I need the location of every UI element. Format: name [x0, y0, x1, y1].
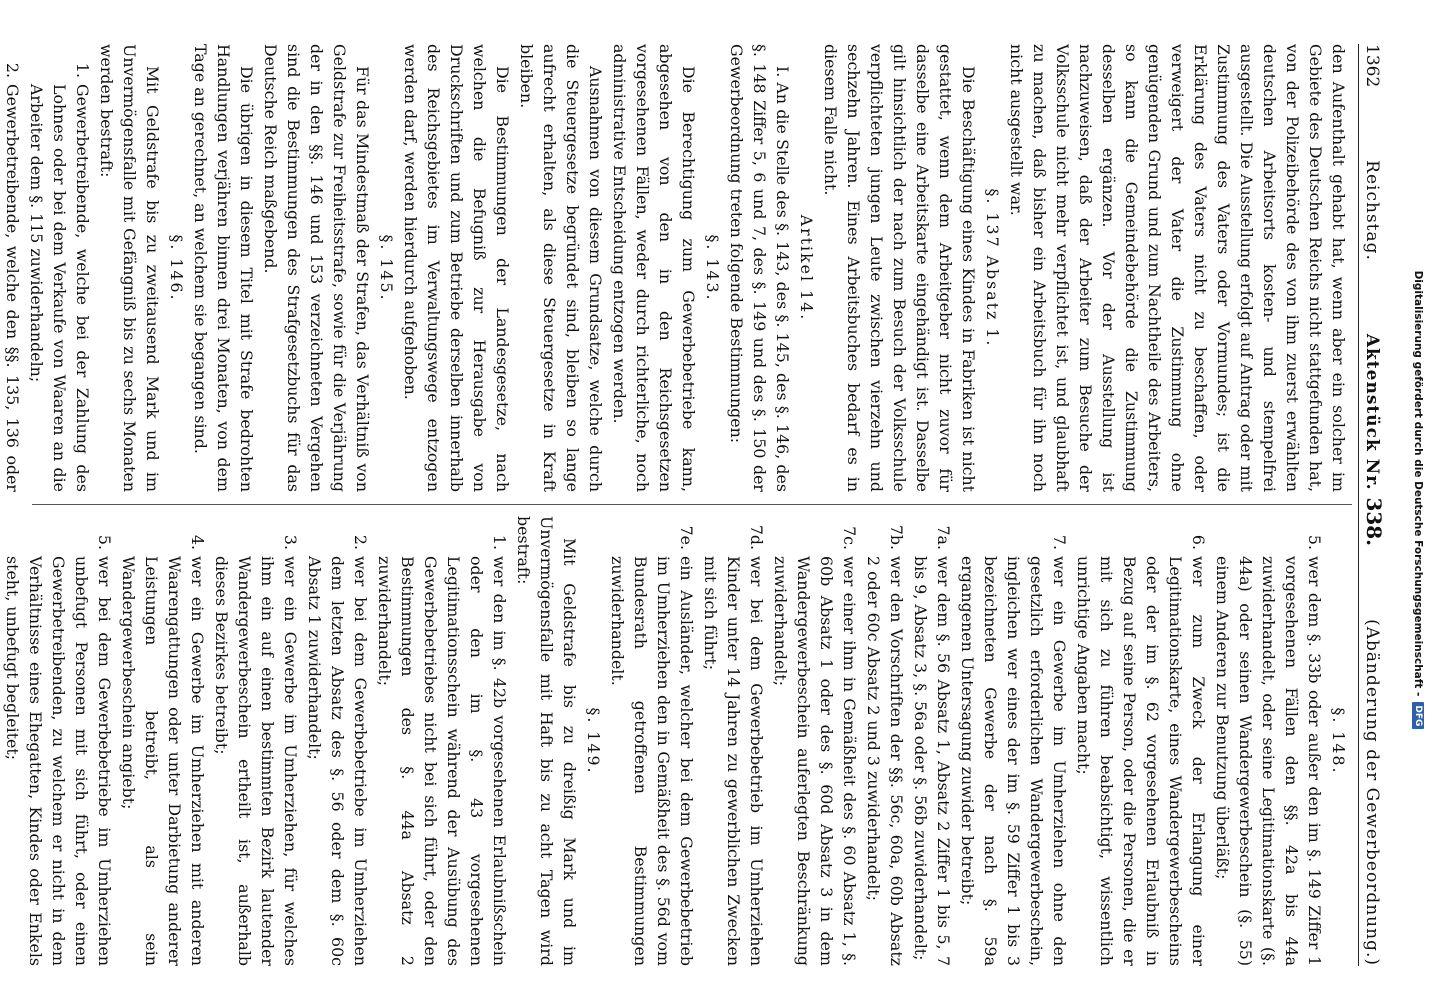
- section-heading: §. 146.: [167, 234, 186, 302]
- list-item-text: wer den im §. 42b vorgesehenen Erlaubnißschein oder den im §. 43 vorgesehenen Legitimationsschein während der Ausübung des Gewerbebetriebes nicht bei sich führt, oder den Bestimmungen des §. 44a Absatz 2 zuwiderhandelt;: [375, 556, 509, 966]
- paragraph: Mit Geldstrafe bis zu dreißig Mark und im Unvermögensfalle mit Haft bis zu acht Tagen wird bestraft:: [514, 516, 579, 966]
- section-heading: §. 137 Absatz 1.: [983, 188, 1002, 348]
- list-item-text: Gewerbetreibende, welche den §§. 135, 136 oder: [3, 84, 22, 492]
- running-head-right: (Abänderung der Gewerbeordnung.): [1362, 619, 1382, 966]
- list-item: [210, 516, 302, 966]
- list-item-number: 7a.: [934, 525, 953, 550]
- list-item-number: 7b.: [887, 524, 906, 550]
- paragraph: Für das Mindestmaß der Strafen, das Verhältniß von Geldstrafe zur Freiheitsstrafe, sowie für die Verjährung der in den §§. 146 und 153 verzeichneten Vergehen sind die Bestimmungen des Strafgesetzbuchs für das Deutsche Reich maßgebend.: [261, 44, 372, 492]
- credit-text: Digitalisierung gefördert durch die Deutsche Forschungsgemeinschaft -: [1412, 270, 1424, 697]
- section-heading: §. 145.: [377, 234, 396, 302]
- numbered-list: [0, 44, 94, 492]
- paragraph: Mit Geldstrafe bis zu zweitausend Mark und im Unvermögensfalle mit Gefängniß bis zu sechs Monaten werden bestraft:: [97, 44, 162, 492]
- paragraph: Ausnahmen von diesem Grundsatze, welche durch die Steuergesetze begründet sind, bleiben so lange aufrecht erhalten, als diese Steuergesetze in Kraft bleiben.: [517, 44, 605, 492]
- list-item: [769, 516, 861, 966]
- paragraph: I. An die Stelle des §. 143, des §. 145, des §. 146, des §. 148 Ziffer 5, 6 und 7, des §. 149 und des §. 150 der Gewerbeordnung treten folgende Bestimmungen:: [727, 44, 792, 492]
- list-item-number: 2.: [351, 534, 370, 550]
- book-page: [3, 10, 1402, 990]
- right-column: [3, 516, 1350, 966]
- running-head-left: Reichstag.: [1362, 160, 1382, 261]
- list-item-text: wer ein Gewerbe im Umherziehen ohne den gesetzlich erforderlichen Wandergewerbeschein, ingleichen wer eines der im §. 59 Ziffer 1 bis 3 bezeichneten Gewerbe der nach §. 59a ergangenen Untersagung zuwider betreibt;: [958, 556, 1069, 966]
- list-item-number: 7c.: [840, 526, 859, 550]
- section-heading: §. 148.: [1329, 707, 1348, 775]
- list-item-number: 3.: [281, 534, 300, 550]
- list-item-number: 1.: [490, 534, 509, 550]
- list-item-text: wer ein Gewerbe im Umherziehen mit anderen Waarengattungen oder unter Darbietung anderer Leistungen betreibt, als sein Wandergewerbeschein angiebt;: [119, 556, 207, 966]
- scanned-page-viewport: [3, 8, 1402, 992]
- list-item: [909, 516, 955, 966]
- list-item: [956, 516, 1071, 966]
- column-divider: [32, 504, 1352, 505]
- list-item-text: wer einer ihm in Gemäßheit des §. 60 Absatz 1, §. 60b Absatz 1 oder des §. 60d Absatz 3 in dem Wandergewerbeschein auferlegten Beschränkung zuwiderhandelt;: [771, 556, 859, 966]
- list-item-text: wer dem §. 33b oder außer den im §. 149 Ziffer 1 vorgesehenen Fällen den §§. 42a bis 44a zuwiderhandelt, oder seine Legitimationskarte (§. 44a) oder seinen Wandergewerbeschein (§. 55) einem Anderen zur Benutzung überläßt;: [1213, 556, 1324, 966]
- list-item: [373, 516, 511, 966]
- document-number-prefix: Aktenstück Nr.: [1362, 333, 1382, 491]
- list-item: [1, 516, 116, 966]
- list-item-text: wer dem §. 56 Absatz 1, Absatz 2 Ziffer 1 bis 5, 7 bis 9, Absatz 3, §. 56a oder §. 56b zuwiderhandelt;: [911, 556, 953, 966]
- list-item-text: wer bei dem Gewerbebetriebe im Umherziehen unbefugt Personen mit sich führt, oder einen Gewerbetreibenden, zu welchem er nicht in dem Verhältnisse eines Ehegatten, Kindes oder Enkels steht, unbefugt begleitet;: [3, 556, 114, 966]
- list-item-text: Gewerbetreibende, welche bei der Zahlung des Lohnes oder bei dem Verkaufe von Waaren an die Arbeiter dem §. 115 zuwiderhandeln;: [27, 84, 92, 492]
- list-item: [1211, 516, 1326, 966]
- list-item-number: 7d.: [747, 524, 766, 550]
- paragraph: Die Berechtigung zum Gewerbebetriebe kann, abgesehen von den in den Reichsgesetzen vorgesehenen Fällen, weder durch richterliche, noch administrative Entscheidung entzogen werden.: [610, 44, 698, 492]
- section-heading: §. 143.: [703, 234, 722, 302]
- list-item: [0, 44, 24, 492]
- list-item: [117, 516, 209, 966]
- list-item: [1072, 516, 1210, 966]
- list-item: [606, 516, 698, 966]
- numbered-list: [606, 516, 1326, 966]
- digitization-credit-strip: [1404, 0, 1432, 1000]
- list-item-text: wer bei dem Gewerbebetriebe im Umherziehen dem letzten Absatz des §. 56 oder dem §. 60c Absatz 1 zuwiderhandelt;: [305, 556, 370, 966]
- list-item-text: wer zum Zweck der Erlangung einer Legitimationskarte, eines Wandergewerbescheins oder der im §. 62 vorgesehenen Erlaubniß in Bezug auf seine Person, oder die Personen, die er mit sich zu führen beabsichtigt, wissentlich unrichtige Angaben macht;: [1074, 556, 1208, 966]
- paragraph: Die Bestimmungen der Landesgesetze, nach welchen die Befugniß zur Herausgabe von Druckschriften und zum Betriebe derselben innerhalb des Reichsgebietes im Verwaltungswege entzogen werden darf, werden hierdurch aufgehoben.: [401, 44, 512, 492]
- paragraph: Die Beschäftigung eines Kindes in Fabriken ist nicht gestattet, wenn dem Arbeitgeber nicht zuvor für dasselbe eine Arbeitskarte eingehändigt ist. Dasselbe gilt hinsichtlich der nach zum Besuch der Volksschule verpflichteten jungen Leute zwischen vierzehn und sechzehn Jahren. Eines Arbeitsbuches bedarf es in diesem Falle nicht.: [821, 44, 978, 492]
- digitization-credit: [1410, 0, 1426, 1000]
- list-item-number: 5.: [1305, 534, 1324, 550]
- list-item-text: wer den Vorschriften der §§. 56c, 60a, 60b Absatz 2 oder 60c Absatz 2 und 3 zuwiderhandelt;: [864, 556, 906, 966]
- running-head: [1358, 44, 1392, 966]
- list-item-number: 5.: [95, 534, 114, 550]
- dfg-logo: DFG: [1412, 702, 1424, 729]
- numbered-list: [0, 516, 511, 966]
- list-item-number: 6.: [1189, 534, 1208, 550]
- paragraph: den Aufenthalt gehabt hat, wenn aber ein solcher im Gebiete des Deutschen Reichs nicht stattgefunden hat, von der Polizeibehörde des von ihm zuerst erwählten deutschen Arbeitsorts kosten- und stempelfrei ausgestellt. Die Ausstellung erfolgt auf Antrag oder mit Zustimmung des Vaters oder Vormundes; ist die Erklärung des Vaters nicht zu beschaffen, oder verweigert der Vater die Zustimmung ohne genügenden Grund und zum Nachtheile des Arbeiters, so kann die Gemeindebehörde die Zustimmung desselben ergänzen. Vor der Ausstellung ist nachzuweisen, daß der Arbeiter zum Besuche der Volksschule nicht mehr verpflichtet ist, und glaubhaft zu machen, daß bisher ein Arbeitsbuch für ihn noch nicht ausgestellt war.: [1007, 44, 1348, 492]
- list-item: [25, 44, 94, 492]
- list-item-text: wer ein Gewerbe im Umherziehen, für welches ihm ein auf einen bestimmten Bezirk lautender Wandergewerbeschein ertheilt ist, außerhalb dieses Bezirkes betreibt;: [212, 556, 300, 966]
- article-heading: Artikel 14.: [797, 214, 816, 322]
- list-item-number: 4.: [188, 534, 207, 550]
- list-item: [862, 516, 908, 966]
- section-heading: §. 149.: [584, 707, 603, 775]
- page-number: 1362: [1362, 44, 1382, 88]
- paragraph: Die übrigen in diesem Titel mit Strafe bedrohten Handlungen verjähren binnen drei Monaten, von dem Tage an gerechnet, an welchem sie begangen sind.: [191, 44, 256, 492]
- list-item-text: wer bei dem Gewerbebetrieb im Umherziehen Kinder unter 14 Jahren zu gewerblichen Zwecken mit sich führt;: [701, 556, 766, 966]
- list-item-number: 2.: [3, 62, 22, 78]
- document-number-value: 338.: [1362, 497, 1386, 547]
- list-item-number: 7.: [1050, 534, 1069, 550]
- left-column: [3, 44, 1350, 492]
- list-item-number: 7e.: [677, 525, 696, 550]
- list-item-text: ein Ausländer, welcher bei dem Gewerbebetrieb im Umherziehen den in Gemäßheit des §. 56d vom Bundesrath getroffenen Bestimmungen zuwiderhandelt.: [608, 556, 696, 966]
- document-number: [1362, 334, 1386, 546]
- list-item: [303, 516, 372, 966]
- list-item-number: 1.: [73, 62, 92, 78]
- list-item: [699, 516, 768, 966]
